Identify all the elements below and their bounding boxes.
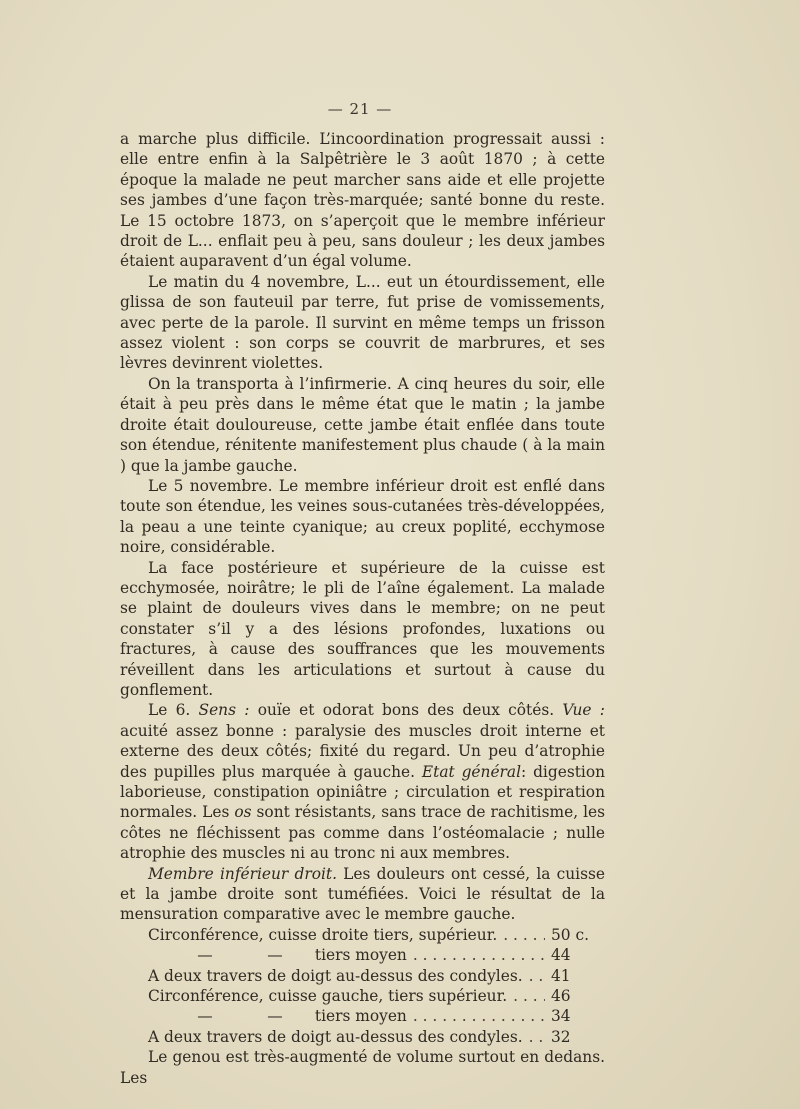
os-text: sont résistants, sans trace de rachitisme, les côtes ne fléchissent pas comme dans l’ostéomalacie ; nulle atrophie des muscles ni au tronc ni aux membres. — [120, 803, 606, 863]
last-line: Le genou est très-augmenté de volume surtout en dedans. Les — [120, 1048, 605, 1087]
measurement-label: Circonférence, cuisse droite tiers, supérieur. — [148, 925, 498, 944]
etat-label: Etat général — [421, 762, 522, 781]
ditto-dash: — — [197, 946, 213, 965]
paragraph-6 — [120, 700, 605, 863]
leader-dots — [529, 1027, 545, 1047]
membre-label: Membre inférieur droit. — [148, 864, 337, 883]
measurement-label: tiers moyen — [314, 946, 407, 965]
paragraph-5: La face postérieure et supérieure de la cuisse est ecchymosée, noirâtre; le pli de l’aîne également. La malade se plaint de douleurs vives dans le membre; on ne peut constater s’il y a des lésions profondes, luxations ou fractures, à cause des souffrances que les mouvements réveillent dans les articulations et surtout à cause du gonflement. — [120, 558, 605, 699]
para6-start: Le 6. — [148, 701, 199, 720]
measurement-value: 50 c. — [551, 925, 589, 944]
vue-text: acuité assez bonne : paralysie des muscles droit interne et externe des deux côtés; fixité du regard. Un peu d’atrophie des pupilles plus marquée à gauche. — [120, 721, 605, 781]
sens-label: Sens : — [198, 701, 250, 720]
os-label: os — [234, 803, 252, 822]
paragraph-1: a marche plus difficile. L’incoordination progressait aussi : elle entre enfin à la Salpêtrière le 3 août 1870 ; à cette époque la malade ne peut marcher sans aide et elle projette ses jambes d’une façon très-marquée; santé bonne du reste. Le 15 octobre 1873, on s’aperçoit que le membre inférieur droit de L... enflait peu à peu, sans douleur ; les deux jambes étaient auparavent d’un égal volume. — [120, 130, 605, 271]
measurement-row — [120, 925, 605, 945]
membre-text: Les douleurs ont cessé, la cuisse et la jambe droite sont tuméfiées. Voici le résultat de la mensuration comparative avec le membre gauche. — [120, 864, 605, 924]
leader-dots — [503, 925, 545, 945]
measurement-value: 32 — [551, 1027, 571, 1046]
measurement-row — [120, 986, 605, 1006]
page-number: — 21 — — [327, 100, 393, 118]
body-text — [120, 129, 605, 1088]
leader-dots — [413, 1006, 545, 1026]
measurement-row — [120, 1006, 605, 1026]
ditto-dash: — — [267, 946, 283, 965]
paragraph-4: Le 5 novembre. Le membre inférieur droit est enflé dans toute son étendue, les veines sous-cutanées très-développées, la peau a une teinte cyanique; au creux poplité, ecchymose noire, considérable. — [120, 476, 605, 557]
measurement-label: tiers moyen — [314, 1007, 407, 1026]
measurement-value: 46 — [551, 987, 571, 1006]
paragraph-2: Le matin du 4 novembre, L... eut un étourdissement, elle glissa de son fauteuil par terre, fut prise de vomissements, avec perte de la parole. Il survint en même temps un frisson assez violent : son corps se couvrit de marbrures, et ses lèvres devinrent violettes. — [120, 272, 605, 373]
measurement-row — [120, 1027, 605, 1047]
measurement-row — [120, 945, 605, 965]
measurement-label: A deux travers de doigt au-dessus des condyles. — [148, 1027, 523, 1046]
vue-label: Vue : — [562, 701, 605, 720]
measurement-row — [120, 966, 605, 986]
measurement-value: 41 — [551, 966, 571, 985]
measurement-value: 34 — [551, 1007, 571, 1026]
ditto-dash: — — [267, 1007, 283, 1026]
measurement-value: 44 — [551, 946, 571, 965]
sens-text: ouïe et odorat bons des deux côtés. — [249, 701, 563, 720]
measurement-label: Circonférence, cuisse gauche, tiers supérieur. — [148, 987, 508, 1006]
paragraph-7 — [120, 864, 605, 925]
ditto-dash: — — [197, 1007, 213, 1026]
measurement-table — [120, 925, 605, 1047]
measurement-label: A deux travers de doigt au-dessus des condyles. — [148, 966, 523, 985]
paragraph-3: On la transporta à l’infirmerie. A cinq heures du soir, elle était à peu près dans le même état que le matin ; la jambe droite était douloureuse, cette jambe était enflée dans toute son étendue, rénitente manifestement plus chaude ( à la main ) que la jambe gauche. — [120, 374, 605, 475]
etat-text: : digestion laborieuse, constipation opiniâtre ; circulation et respiration normales. Les — [120, 762, 606, 822]
leader-dots — [413, 945, 545, 965]
leader-dots — [513, 986, 545, 1006]
leader-dots — [529, 966, 545, 986]
